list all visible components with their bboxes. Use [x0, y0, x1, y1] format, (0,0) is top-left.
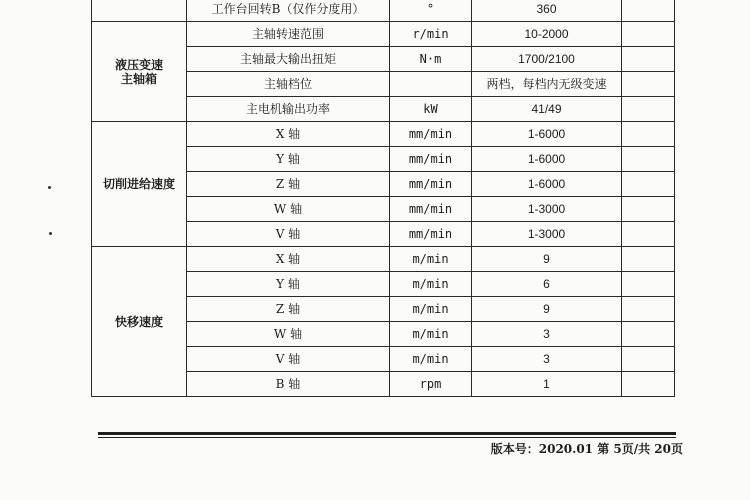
remark-cell: [622, 72, 675, 97]
remark-cell: [622, 122, 675, 147]
value-cell: 6: [472, 272, 622, 297]
item-name-cell: V 轴: [187, 347, 390, 372]
spec-table-body: [92, 0, 675, 397]
remark-cell: [622, 347, 675, 372]
item-name-cell: B 轴: [187, 372, 390, 397]
value-cell: 1-3000: [472, 222, 622, 247]
unit-cell: mm/min: [390, 147, 472, 172]
unit-cell: m/min: [390, 347, 472, 372]
item-name-cell: 主轴转速范围: [187, 22, 390, 47]
group-label: 快移速度: [92, 247, 187, 397]
unit-cell: mm/min: [390, 222, 472, 247]
unit-cell: mm/min: [390, 122, 472, 147]
value-cell: 1-6000: [472, 122, 622, 147]
item-name-cell: Y 轴: [187, 147, 390, 172]
item-name-cell: X 轴: [187, 247, 390, 272]
value-cell: 9: [472, 297, 622, 322]
item-name-cell: Z 轴: [187, 297, 390, 322]
item-name-cell: 主电机输出功率: [187, 97, 390, 122]
value-cell: 3: [472, 347, 622, 372]
item-name-cell: Z 轴: [187, 172, 390, 197]
remark-cell: [622, 247, 675, 272]
group-label: 液压变速 主轴箱: [92, 22, 187, 122]
remark-cell: [622, 47, 675, 72]
value-cell: 10-2000: [472, 22, 622, 47]
unit-cell: °: [390, 0, 472, 22]
group-label: 切削进给速度: [92, 122, 187, 247]
item-name-cell: 主轴最大输出扭矩: [187, 47, 390, 72]
unit-cell: [390, 72, 472, 97]
table-row: [92, 122, 675, 147]
group-label: [92, 0, 187, 22]
value-cell: 41/49: [472, 97, 622, 122]
item-name-cell: W 轴: [187, 197, 390, 222]
table-row: [92, 247, 675, 272]
scan-speck: [49, 232, 52, 235]
value-cell: 1-6000: [472, 172, 622, 197]
item-name-cell: 工作台回转B（仅作分度用）: [187, 0, 390, 22]
remark-cell: [622, 297, 675, 322]
value-cell: 1: [472, 372, 622, 397]
unit-cell: mm/min: [390, 172, 472, 197]
item-name-cell: W 轴: [187, 322, 390, 347]
unit-cell: m/min: [390, 322, 472, 347]
remark-cell: [622, 147, 675, 172]
remark-cell: [622, 222, 675, 247]
value-cell: 3: [472, 322, 622, 347]
value-cell: 1700/2100: [472, 47, 622, 72]
unit-cell: N·m: [390, 47, 472, 72]
unit-cell: m/min: [390, 272, 472, 297]
footer-rule-thin: [98, 437, 676, 438]
table-row: [92, 22, 675, 47]
footer-rule-thick: [98, 432, 676, 435]
item-name-cell: X 轴: [187, 122, 390, 147]
remark-cell: [622, 322, 675, 347]
unit-cell: m/min: [390, 297, 472, 322]
remark-cell: [622, 372, 675, 397]
item-name-cell: Y 轴: [187, 272, 390, 297]
value-cell: 9: [472, 247, 622, 272]
value-cell: 1-3000: [472, 197, 622, 222]
item-name-cell: 主轴档位: [187, 72, 390, 97]
unit-cell: m/min: [390, 247, 472, 272]
unit-cell: r/min: [390, 22, 472, 47]
page-version-footer: 版本号：2020.01 第 5页/共 20页: [490, 442, 683, 456]
value-cell: 360: [472, 0, 622, 22]
unit-cell: kW: [390, 97, 472, 122]
value-cell: 1-6000: [472, 147, 622, 172]
table-row: [92, 0, 675, 22]
remark-cell: [622, 172, 675, 197]
remark-cell: [622, 197, 675, 222]
remark-cell: [622, 97, 675, 122]
unit-cell: rpm: [390, 372, 472, 397]
scan-speck: [48, 186, 51, 189]
remark-cell: [622, 0, 675, 22]
remark-cell: [622, 272, 675, 297]
item-name-cell: V 轴: [187, 222, 390, 247]
value-cell: 两档，每档内无级变速: [472, 72, 622, 97]
remark-cell: [622, 22, 675, 47]
spec-table: [91, 0, 675, 397]
unit-cell: mm/min: [390, 197, 472, 222]
